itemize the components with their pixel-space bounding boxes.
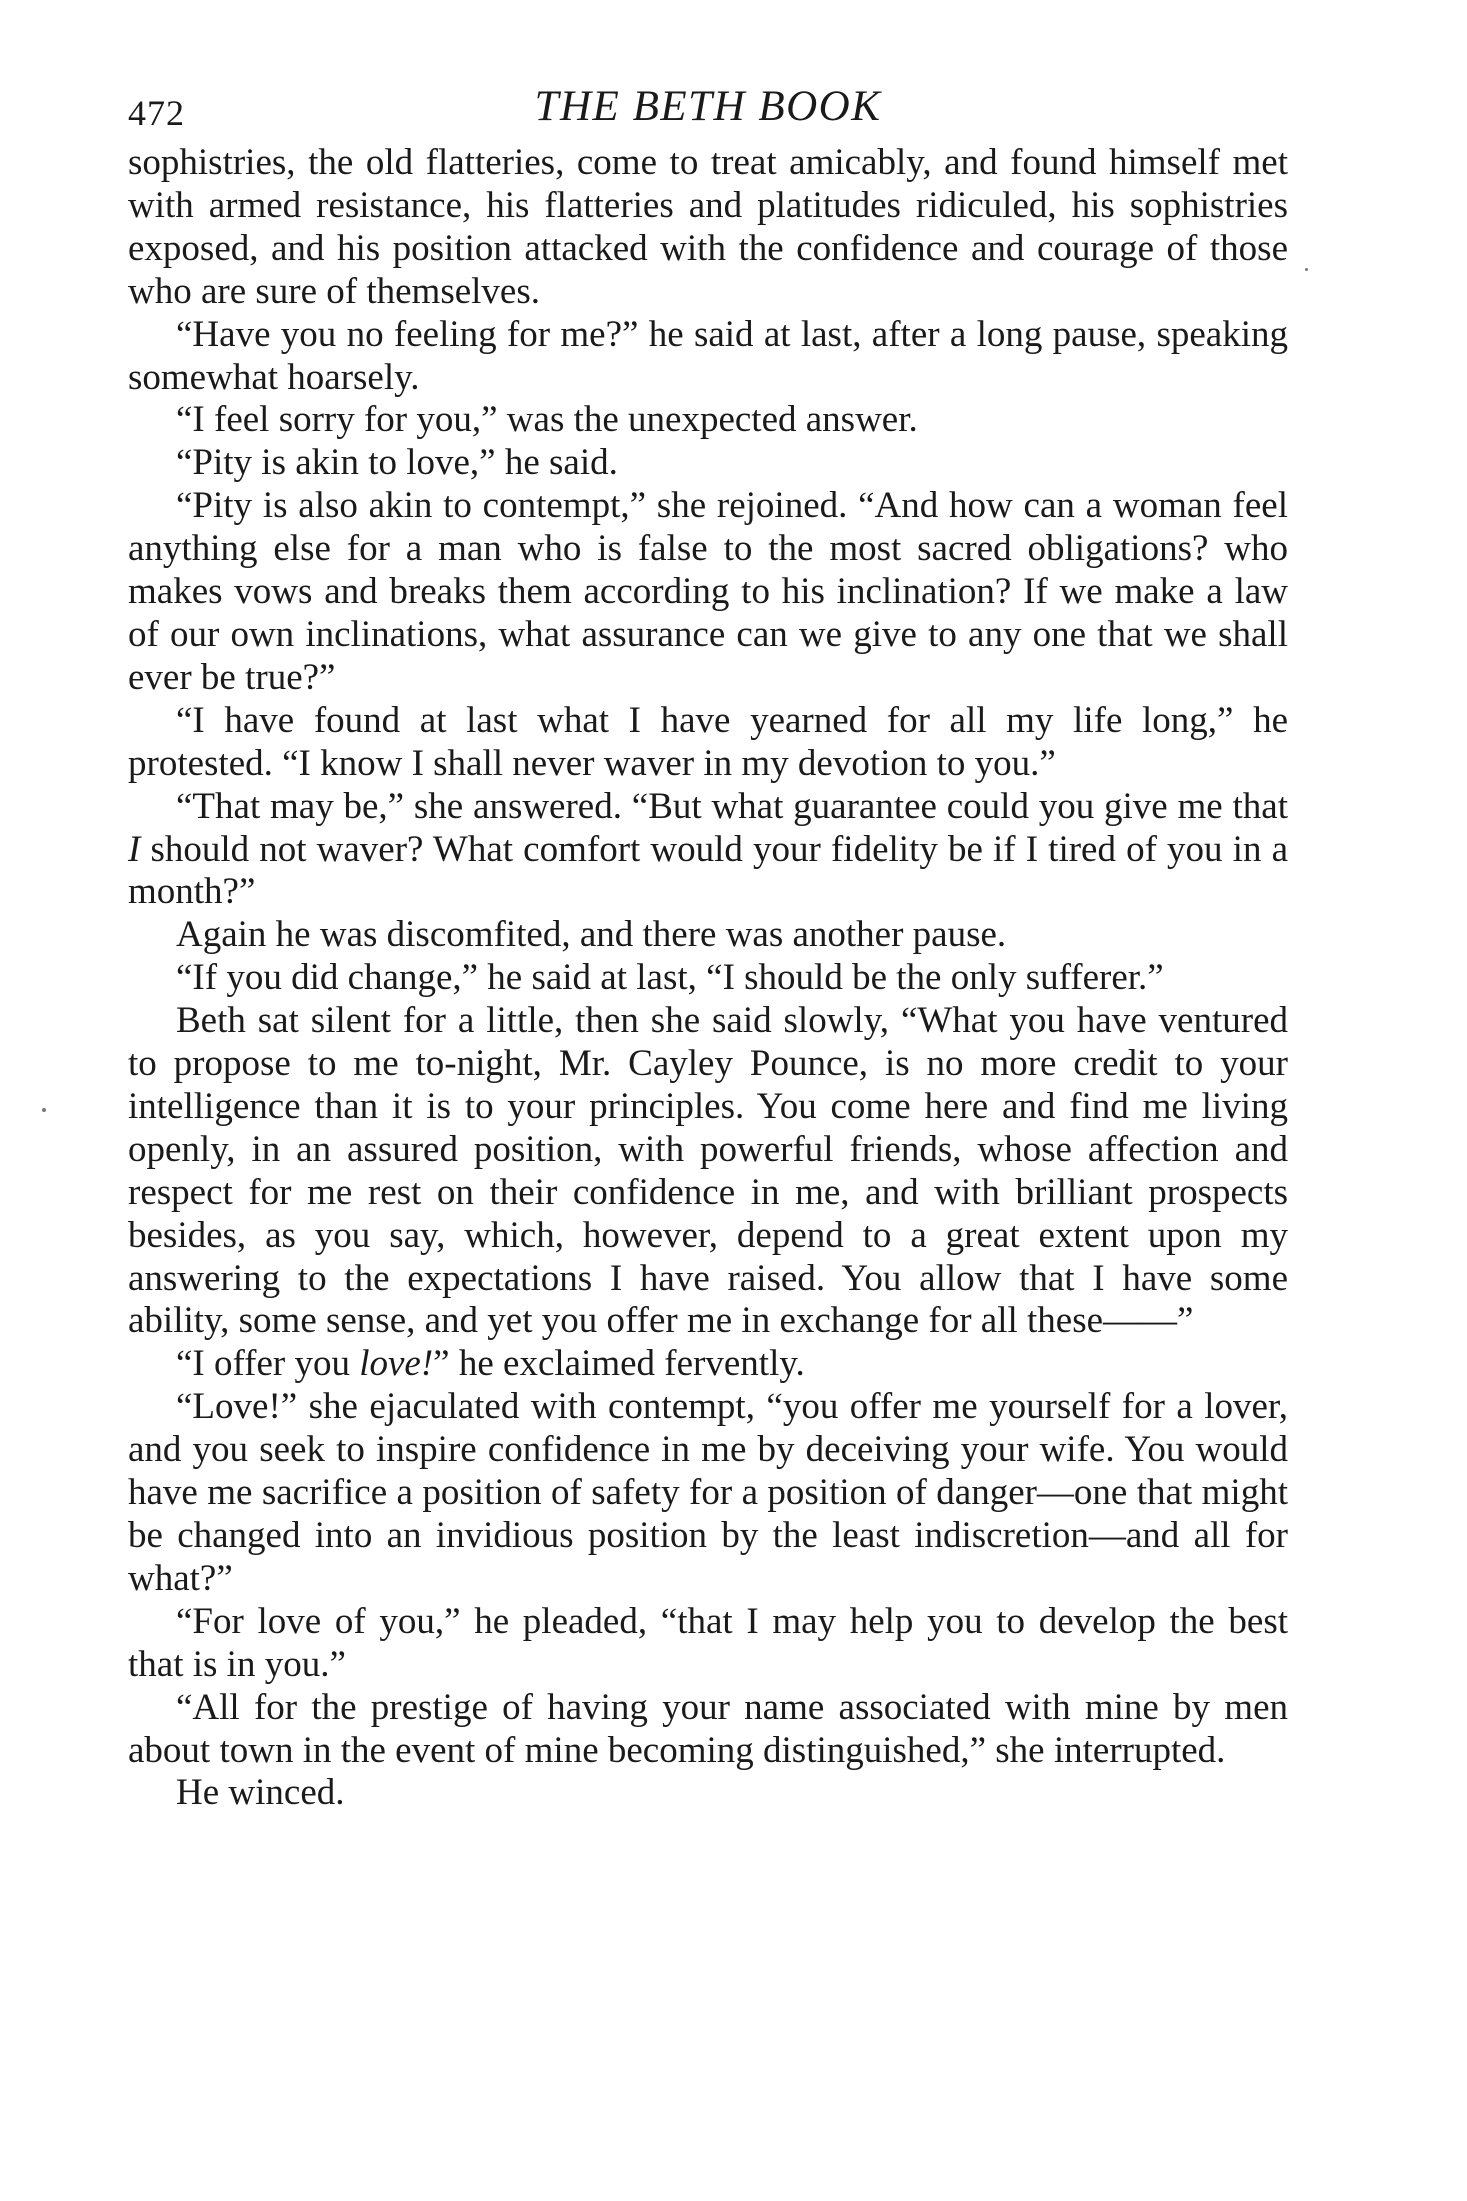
paragraph: “For love of you,” he pleaded, “that I may help you to develop the best that is in you.”	[128, 1600, 1288, 1685]
page-number: 472	[128, 93, 185, 133]
book-page	[128, 78, 1288, 1815]
emphasis: love!	[359, 1343, 434, 1385]
paragraph: Again he was discomfited, and there was another pause.	[176, 914, 1007, 956]
paragraph	[128, 786, 1288, 915]
paragraph: “Pity is akin to love,” he said.	[176, 442, 618, 484]
paragraph: “Have you no feeling for me?” he said at last, after a long pause, speaking somewhat hoarsely.	[128, 313, 1288, 398]
emphasis: I	[128, 828, 141, 870]
paragraph: “I feel sorry for you,” was the unexpected answer.	[176, 399, 918, 441]
page-header	[128, 78, 1288, 140]
paragraph	[128, 1343, 1288, 1386]
paragraph: “Pity is also akin to contempt,” she rejoined. “And how can a woman feel anything else for a man who is false to the most sacred obligations? who makes vows and breaks them according to his inclination? If we make a law of our own inclinations, what assurance can we give to any one that we shall ever be true?”	[128, 485, 1288, 698]
paragraph: “I have found at last what I have yearned for all my life long,” he protested. “I know I shall never waver in my devotion to you.”	[128, 699, 1288, 784]
paragraph-text: ” he exclaimed fervently.	[433, 1343, 805, 1385]
paragraph-text: “I offer you	[176, 1343, 360, 1385]
paragraph-text: should not waver? What comfort would your fidelity be if I tired of you in a month?”	[128, 828, 1288, 913]
running-title: THE BETH BOOK	[534, 83, 882, 130]
scan-speck	[1305, 268, 1308, 271]
paragraph: He winced.	[176, 1772, 345, 1814]
paragraph: sophistries, the old flatteries, come to treat amicably, and found himself met with armed resistance, his flatteries and platitudes ridiculed, his sophistries exposed, and his position attacked with the confidence and courage of those who are sure of themselves.	[128, 142, 1288, 312]
paragraph: “All for the prestige of having your name associated with mine by men about town in the event of mine becoming distinguished,” she interrupted.	[128, 1686, 1288, 1771]
scan-speck	[42, 1108, 46, 1112]
paragraph: “If you did change,” he said at last, “I should be the only sufferer.”	[176, 957, 1164, 999]
paragraph-text: “That may be,” she answered. “But what guarantee could you give me that	[176, 785, 1288, 827]
body-text	[128, 142, 1288, 1815]
paragraph: Beth sat silent for a little, then she said slowly, “What you have ventured to propose to me to-night, Mr. Cayley Pounce, is no more credit to your intelligence than it is to your principles. You come here and find me living openly, in an assured position, with powerful friends, whose affection and respect for me rest on their confidence in me, and with brilliant prospects besides, as you say, which, however, depend to a great extent upon my answering to the expectations I have raised. You allow that I have some ability, some sense, and yet you offer me in exchange for all these——”	[128, 1000, 1288, 1342]
paragraph: “Love!” she ejaculated with contempt, “you offer me yourself for a lover, and you seek to inspire confidence in me by deceiving your wife. You would have me sacrifice a position of safety for a position of danger—one that might be changed into an invidious position by the least indiscretion—and all for what?”	[128, 1386, 1288, 1599]
